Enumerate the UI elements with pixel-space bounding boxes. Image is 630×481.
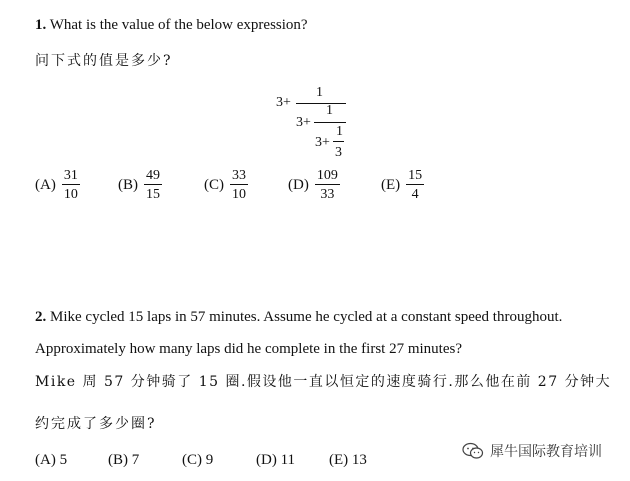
q2-text-zh-1: Mike 周 57 分钟骑了 15 圈.假设他一直以恒定的速度骑行.那么他在前 27 分钟大 xyxy=(35,374,612,390)
cf-inner-whole: 3+ xyxy=(315,135,330,150)
cf-outer-numerator: 1 xyxy=(316,85,323,100)
choice-label: (E) xyxy=(381,177,401,193)
cf-inner-bar xyxy=(333,141,344,142)
q1-choice-a[interactable] xyxy=(35,168,80,203)
q2-text-en-1: Mike cycled 15 laps in 57 minutes. Assume he cycled at a constant speed throughout. xyxy=(50,309,563,325)
q1-text-zh: 问下式的值是多少? xyxy=(35,53,173,69)
q1-choice-e[interactable] xyxy=(381,168,424,203)
choice-fraction xyxy=(406,168,424,203)
q2-text-en-2: Approximately how many laps did he complete in the first 27 minutes? xyxy=(35,341,462,357)
fraction-numerator: 31 xyxy=(63,168,78,183)
fraction-numerator: 109 xyxy=(316,168,338,183)
q2-prompt-line-1 xyxy=(35,308,562,326)
choice-fraction xyxy=(62,168,80,203)
fraction-numerator: 15 xyxy=(408,168,423,183)
fraction-numerator: 49 xyxy=(146,168,160,183)
choice-label: (B) xyxy=(118,177,138,193)
q2-choice-b[interactable]: (B) 7 xyxy=(108,452,140,468)
cf-outer-bar xyxy=(296,103,346,104)
q1-choice-b[interactable] xyxy=(118,168,162,203)
wechat-icon xyxy=(462,442,484,460)
q2-choice-d[interactable]: (D) 11 xyxy=(256,452,296,468)
fraction-denominator: 33 xyxy=(320,187,335,202)
q2-text-zh-2: 约完成了多少圈? xyxy=(35,416,157,432)
choice-fraction xyxy=(144,168,162,203)
choice-fraction xyxy=(230,168,248,203)
q1-choice-c[interactable] xyxy=(204,168,248,203)
q2-choice-a[interactable]: (A) 5 xyxy=(35,452,68,468)
watermark xyxy=(462,441,602,461)
q2-number: 2. xyxy=(35,309,47,325)
cf-mid-numerator: 1 xyxy=(326,103,333,118)
cf-mid-whole: 3+ xyxy=(296,115,311,130)
q1-choice-d[interactable] xyxy=(288,168,340,203)
choice-label: (A) xyxy=(35,177,56,193)
fraction-denominator: 10 xyxy=(63,187,78,202)
fraction-denominator: 4 xyxy=(411,187,419,202)
choice-label: (C) xyxy=(204,177,224,193)
fraction-denominator: 15 xyxy=(146,187,160,202)
cf-inner-denominator: 3 xyxy=(335,145,342,160)
q2-choice-e[interactable]: (E) 13 xyxy=(329,452,367,468)
fraction-denominator: 10 xyxy=(232,187,246,202)
q1-text-en: What is the value of the below expression? xyxy=(49,17,308,33)
choice-label: (D) xyxy=(288,177,309,193)
fraction-numerator: 33 xyxy=(232,168,246,183)
watermark-text: 犀牛国际教育培训 xyxy=(490,444,602,460)
q1-prompt xyxy=(35,16,308,34)
q2-choice-c[interactable]: (C) 9 xyxy=(182,452,214,468)
cf-mid-bar xyxy=(314,122,346,123)
cf-outer-whole: 3+ xyxy=(276,95,291,110)
choice-fraction xyxy=(315,168,340,203)
cf-inner-numerator: 1 xyxy=(336,124,343,139)
q1-number: 1. xyxy=(35,17,47,33)
